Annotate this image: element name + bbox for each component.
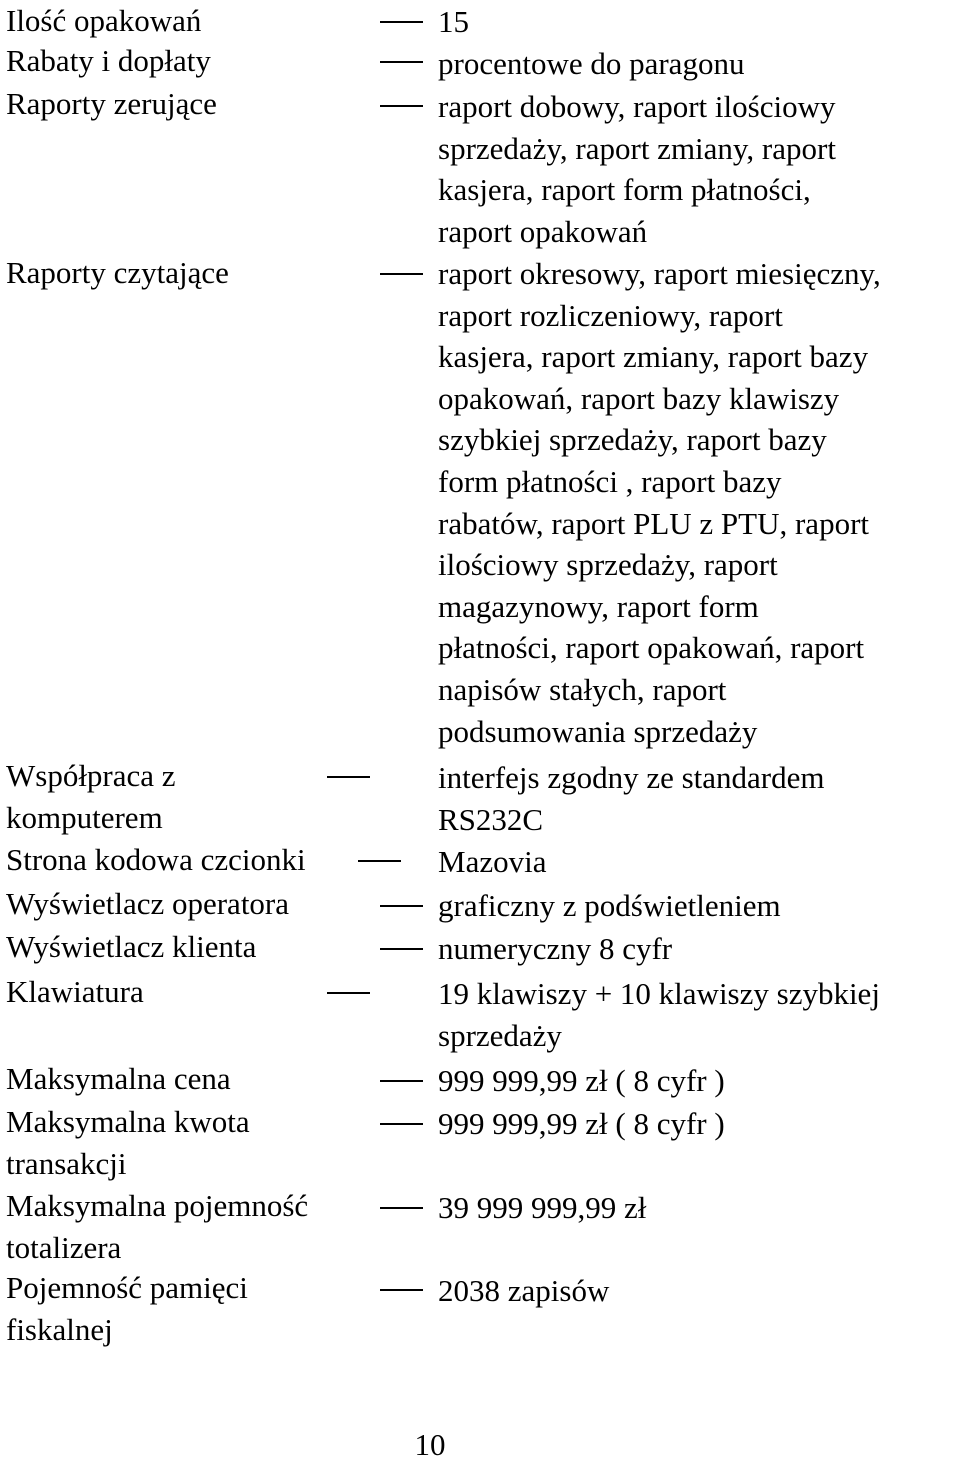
spec-value: interfejs zgodny ze standardem RS232C — [438, 760, 825, 837]
spec-value: 2038 zapisów — [438, 1273, 610, 1308]
spec-label: Maksymalna pojemność totalizera — [6, 1188, 309, 1265]
spec-value: 15 — [438, 4, 469, 39]
spec-value: 999 999,99 zł ( 8 cyfr ) — [438, 1106, 725, 1141]
spec-label: Raporty zerujące — [6, 86, 217, 121]
dash-separator — [380, 61, 423, 63]
spec-label: Maksymalna cena — [6, 1061, 231, 1096]
dash-separator — [327, 992, 370, 994]
spec-value: numeryczny 8 cyfr — [438, 931, 673, 966]
spec-label: Raporty czytające — [6, 255, 229, 290]
spec-value: raport okresowy, raport miesięczny, raport rozliczeniowy, raport kasjera, raport zmiany, raport bazy opakowań, raport bazy klawiszy szybkiej sprzedaży, raport bazy form płatności , raport bazy rabatów, raport PLU z PTU, raport ilościowy sprzedaży, raport magazynowy, raport form płatności, raport opakowań, raport napisów stałych, raport podsumowania sprzedaży — [438, 256, 881, 749]
spec-label: Pojemność pamięci fiskalnej — [6, 1270, 248, 1347]
spec-label: Wyświetlacz klienta — [6, 929, 257, 964]
spec-value: 19 klawiszy + 10 klawiszy szybkiej sprzedaży — [438, 976, 880, 1053]
dash-separator — [358, 860, 401, 862]
dash-separator — [380, 948, 423, 950]
page-number: 10 — [414, 1427, 446, 1462]
dash-separator — [380, 1123, 423, 1125]
dash-separator — [380, 905, 423, 907]
spec-label: Maksymalna kwota transakcji — [6, 1104, 250, 1181]
spec-value: 39 999 999,99 zł — [438, 1190, 647, 1225]
spec-value: Mazovia — [438, 844, 547, 879]
spec-value: graficzny z podświetleniem — [438, 888, 781, 923]
dash-separator — [380, 1080, 423, 1082]
spec-label: Rabaty i dopłaty — [6, 43, 211, 78]
spec-label: Strona kodowa czcionki — [6, 842, 306, 877]
spec-label: Klawiatura — [6, 974, 144, 1009]
dash-separator — [380, 21, 423, 23]
spec-value: 999 999,99 zł ( 8 cyfr ) — [438, 1063, 725, 1098]
spec-value: procentowe do paragonu — [438, 46, 745, 81]
dash-separator — [380, 273, 423, 275]
spec-label: Ilość opakowań — [6, 3, 202, 38]
dash-separator — [380, 1289, 423, 1291]
spec-label: Wyświetlacz operatora — [6, 886, 290, 921]
dash-separator — [380, 1207, 423, 1209]
dash-separator — [327, 776, 370, 778]
spec-label: Współpraca z komputerem — [6, 758, 176, 835]
spec-value: raport dobowy, raport ilościowy sprzedaży, raport zmiany, raport kasjera, raport form płatności, raport opakowań — [438, 89, 836, 249]
dash-separator — [380, 105, 423, 107]
